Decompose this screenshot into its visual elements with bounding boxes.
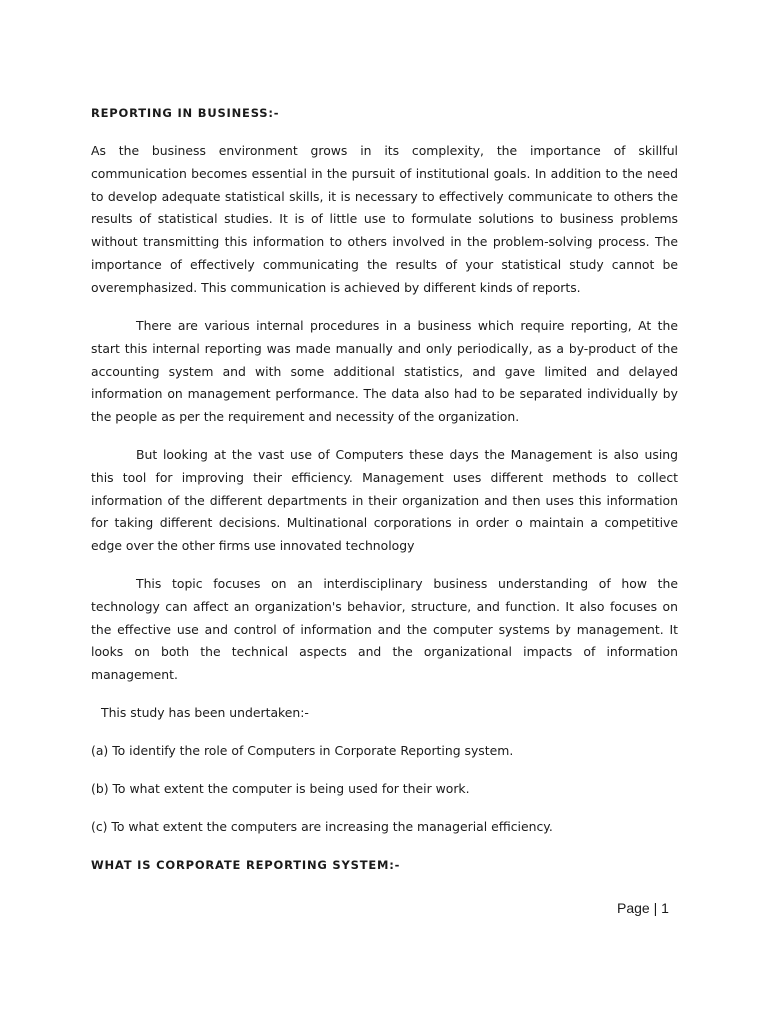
page-number-footer: Page | 1 [617, 900, 669, 916]
study-intro: This study has been undertaken:- [101, 705, 309, 720]
paragraph-computers-management: But looking at the vast use of Computers these days the Management is also using this tool for improving their efficiency. Management uses different methods to collect information of the different departments in their organization and then uses this information for taking different decisions. Multinational corporations in order o maintain a competitive edge over the other firms use innovated technology [91, 447, 678, 554]
paragraph-intro: As the business environment grows in its complexity, the importance of skillful communication becomes essential in the pursuit of institutional goals. In addition to the need to develop adequate statistical skills, it is necessary to effectively communicate to others the results of statistical studies. It is of little use to formulate solutions to business problems without transmitting this information to others involved in the problem-solving process. The importance of effectively communicating the results of your statistical study cannot be overemphasized. This communication is achieved by different kinds of reports. [91, 143, 678, 295]
study-item-a: (a) To identify the role of Computers in Corporate Reporting system. [91, 743, 514, 758]
study-item-b: (b) To what extent the computer is being used for their work. [91, 781, 470, 796]
study-item-c: (c) To what extent the computers are increasing the managerial efficiency. [91, 819, 553, 834]
section-heading-corporate-reporting-system: WHAT IS CORPORATE REPORTING SYSTEM:- [91, 858, 401, 872]
section-heading-reporting-in-business: REPORTING IN BUSINESS:- [91, 106, 280, 120]
paragraph-topic-focus: This topic focuses on an interdisciplinary business understanding of how the technology can affect an organization's behavior, structure, and function. It also focuses on the effective use and control of information and the computer systems by management. It looks on both the technical aspects and the organizational impacts of information management. [91, 576, 678, 683]
paragraph-internal-procedures: There are various internal procedures in a business which require reporting, At the start this internal reporting was made manually and only periodically, as a by-product of the accounting system and with some additional statistics, and gave limited and delayed information on management performance. The data also had to be separated individually by the people as per the requirement and necessity of the organization. [91, 318, 678, 425]
